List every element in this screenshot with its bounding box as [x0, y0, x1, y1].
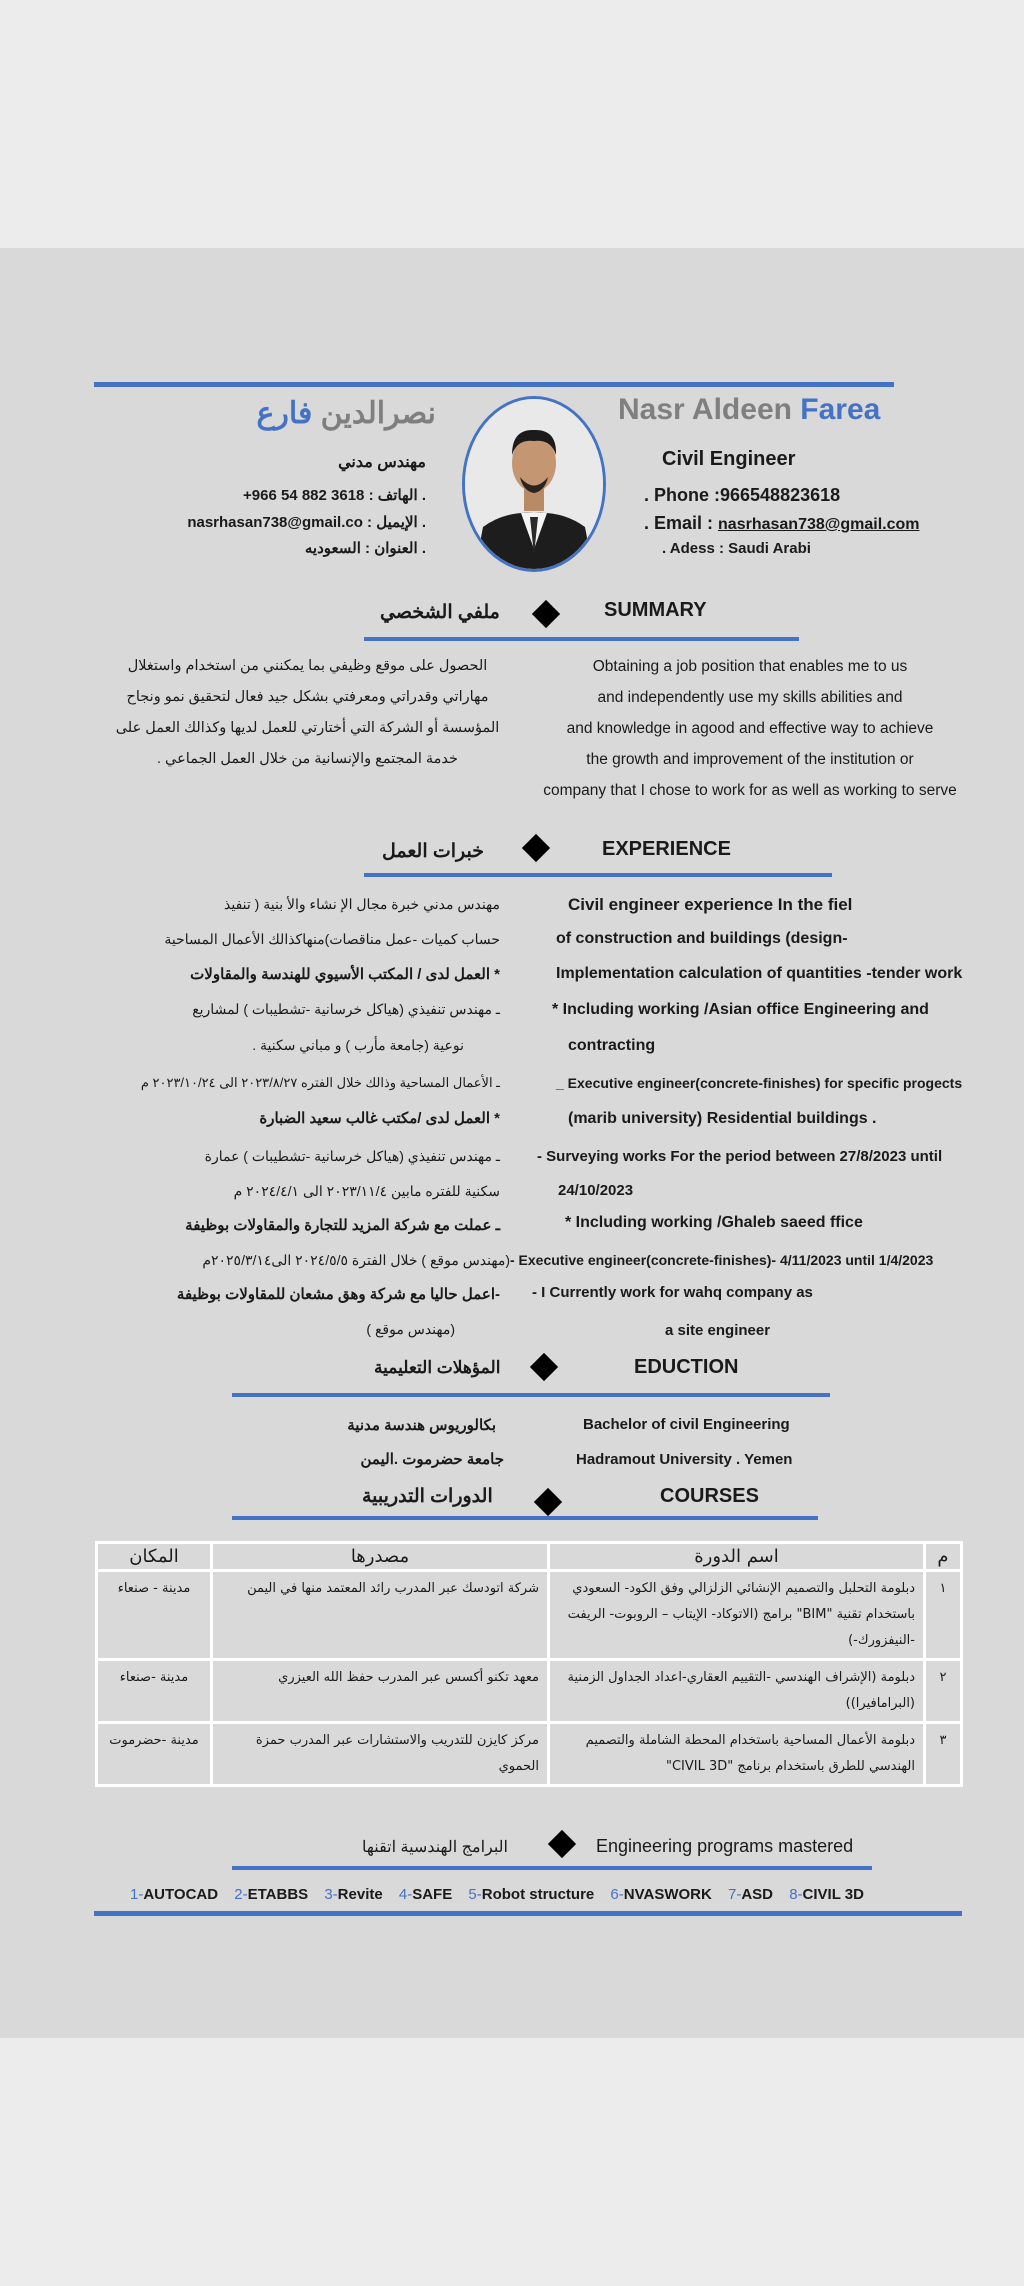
courses-title-ar: الدورات التدريبية — [362, 1486, 493, 1507]
education-title-ar: المؤهلات التعليمية — [374, 1358, 501, 1377]
phone-en: . Phone :966548823618 — [644, 485, 841, 505]
experience-ar-line: ـ الأعمال المساحية وذالك خلال الفتره ٢٠٢٣/٨/٢٧ الى ٢٠٢٣/١٠/٢٤ م — [140, 1075, 500, 1090]
col-header-course: اسم الدورة — [549, 1543, 925, 1571]
degree-ar: بكالوريوس هندسة مدنية — [347, 1417, 496, 1434]
experience-en-line: * Including working /Asian office Engineering and — [552, 1001, 929, 1018]
experience-ar-line: ـ عملت مع شركة المزيد للتجارة والمقاولات بوظيفة — [185, 1217, 500, 1234]
program-item: ETABBS — [247, 1886, 309, 1903]
experience-ar-line: ـ مهندس تنفيذي (هياكل خرسانية -تشطيبات ) عمارة — [204, 1148, 500, 1164]
experience-en-line: - Executive engineer(concrete-finishes)- 4/11/2023 until 1/4/2023 — [510, 1252, 934, 1268]
course-place: مدينة -حضرموت — [97, 1723, 212, 1786]
experience-title-ar: خبرات العمل — [382, 841, 485, 862]
experience-ar-line-wrap — [60, 1037, 500, 1054]
programs-underline — [232, 1866, 872, 1870]
programs-title-ar: البرامج الهندسية اتقنها — [361, 1839, 508, 1856]
course-source: شركة اتودسك عبر المدرب رائد المعتمد منها في اليمن — [212, 1571, 549, 1660]
experience-en-line: * Including working /Ghaleb saeed ffice — [565, 1214, 863, 1231]
experience-ar-line: -اعمل حاليا مع شركة وهق مشعان للمقاولات بوظيفة — [176, 1286, 500, 1303]
experience-ar-line: * العمل لدى / المكتب الأسيوي للهندسة والمقاولات — [190, 966, 500, 983]
experience-en-line: _ Executive engineer(concrete-finishes) for specific progects — [556, 1075, 963, 1091]
job-title-ar: مهندس مدني — [338, 454, 426, 471]
program-number: 7- — [728, 1886, 742, 1903]
summary-en-line: and independently use my skills abilities and — [597, 689, 903, 706]
table-row — [97, 1571, 962, 1660]
education-underline — [232, 1393, 830, 1397]
education-title-en: EDUCTION — [634, 1356, 739, 1378]
address-en: . Adess : Saudi Arabi — [662, 540, 811, 557]
summary-en-line: and knowledge in agood and effective way to achieve — [566, 720, 934, 737]
email-ar[interactable]: . الإيميل : nasrhasan738@gmail.co — [187, 514, 426, 531]
course-place: مدينة - صنعاء — [97, 1571, 212, 1660]
summary-title-ar: ملفي الشخصي — [380, 602, 500, 623]
experience-ar-line: * العمل لدى /مكتب غالب سعيد الضبارة — [259, 1110, 500, 1127]
email-en-link[interactable]: nasrhasan738@gmail.com — [718, 516, 920, 533]
course-name: دبلومة الأعمال المساحية باستخدام المحطة الشاملة والتصميم الهندسي للطرق باستخدام برنامج "CIVIL 3D" — [549, 1723, 925, 1786]
program-item: ASD — [741, 1886, 774, 1903]
course-name: دبلومة التحلبل والتصميم الإنشائي الزلزالي وفق الكود- السعودي باستخدام تقنية "BIM" برامج (الاتوكاد- الإيتاب – الروبوت- الريفت -النيفزورك-) — [549, 1571, 925, 1660]
email-en-row — [644, 513, 920, 534]
name-ar — [200, 396, 436, 431]
program-number: 1- — [130, 1886, 144, 1903]
summary-en-line: company that I chose to work for as well as working to serve — [543, 782, 957, 799]
program-item: Robot structure — [481, 1886, 595, 1903]
summary-en-line: the growth and improvement of the institution or — [586, 751, 914, 768]
email-en-label: . Email : — [644, 513, 719, 533]
footer-bar — [94, 1911, 962, 1916]
course-source: معهد تكنو أكسس عبر المدرب حفظ الله العيزري — [212, 1660, 549, 1723]
experience-underline — [364, 873, 832, 877]
experience-ar-line: حساب كميات -عمل مناقصات)منهاكذالك الأعمال المساحية — [164, 931, 500, 947]
program-item: SAFE — [412, 1886, 453, 1903]
summary-ar-line: خدمة المجتمع والإنسانية من خلال العمل الجماعي . — [157, 751, 458, 767]
program-number: 3- — [324, 1886, 338, 1903]
courses-header-row — [97, 1543, 962, 1571]
experience-ar-line: نوعية (جامعة مأرب ) و مباني سكنية . — [252, 1037, 464, 1053]
profile-photo — [462, 396, 606, 572]
experience-en-line: Civil engineer experience In the fiel — [568, 895, 853, 914]
experience-ar-line: مهندس مدني خبرة مجال الإ نشاء والأ بنية ( تنفيذ — [224, 896, 500, 912]
phone-ar: . الهاتف : 3618 882 54 966+ — [243, 487, 426, 504]
experience-en-line: - I Currently work for wahq company as — [532, 1284, 813, 1301]
header-top-bar — [94, 382, 894, 387]
program-number: 6- — [610, 1886, 624, 1903]
summary-ar-line: المؤسسة أو الشركة التي أختارتي للعمل لديها وكذالك العمل على — [115, 720, 500, 736]
program-number: 8- — [789, 1886, 803, 1903]
experience-en-line: (marib university) Residential buildings . — [568, 1110, 877, 1127]
summary-ar-line: مهاراتي وقدراتي ومعرفتي بشكل جيد فعال لتحقيق نمو ونجاح — [126, 689, 489, 705]
courses-table — [95, 1541, 963, 1787]
course-number: ٣ — [925, 1723, 962, 1786]
course-source: مركز كايزن للتدريب والاستشارات عبر المدرب حمزة الحموي — [212, 1723, 549, 1786]
col-header-number: م — [925, 1543, 962, 1571]
experience-en-line: Implementation calculation of quantities -tender work — [556, 965, 963, 982]
address-ar: . العنوان : السعوديه — [304, 540, 426, 557]
program-item: NVASWORK — [623, 1886, 712, 1903]
person-avatar-icon — [465, 399, 603, 569]
summary-title-en: SUMMARY — [604, 599, 707, 621]
course-name: دبلومة (الإشراف الهندسي -التقييم العقاري-اعداد الجداول الزمنية (البرامافيرا)) — [549, 1660, 925, 1723]
program-number: 5- — [468, 1886, 482, 1903]
summary-ar-text — [100, 651, 515, 775]
programs-list — [130, 1886, 864, 1903]
summary-underline — [364, 637, 799, 641]
university-en: Hadramout University . Yemen — [576, 1451, 793, 1468]
programs-title-en: Engineering programs mastered — [596, 1836, 854, 1856]
name-en — [618, 393, 880, 427]
program-number: 4- — [398, 1886, 413, 1903]
experience-en-line: - Surveying works For the period between 27/8/2023 until — [537, 1148, 943, 1165]
experience-ar-line: ـ مهندس تنفيذي (هياكل خرسانية -تشطيبات ) لمشاريع — [192, 1001, 500, 1017]
name-en-last: Farea — [800, 393, 881, 426]
name-ar-last: فارع — [256, 397, 313, 430]
degree-en: Bachelor of civil Engineering — [583, 1416, 790, 1433]
course-number: ٢ — [925, 1660, 962, 1723]
experience-ar-line: (مهندس موقع ) خلال الفترة ٢٠٢٤/٥/٥ الى٢٠٢٥/٣/١٤م — [202, 1252, 510, 1268]
courses-underline — [232, 1516, 818, 1520]
university-ar: جامعة حضرموت .اليمن — [360, 1451, 504, 1468]
table-row — [97, 1723, 962, 1786]
col-header-place: المكان — [97, 1543, 212, 1571]
job-title-en: Civil Engineer — [662, 448, 796, 470]
experience-ar-line: (مهندس موقع ) — [366, 1321, 455, 1337]
experience-en-line: a site engineer — [665, 1322, 771, 1339]
program-item: CIVIL 3D — [802, 1886, 864, 1903]
program-number: 2- — [234, 1886, 248, 1903]
experience-en-line: 24/10/2023 — [558, 1182, 634, 1199]
program-item: AUTOCAD — [143, 1886, 219, 1903]
name-ar-first: نصرالدين — [320, 397, 436, 430]
experience-ar-line: سكنية للفتره مابين ٢٠٢٣/١١/٤ الى ٢٠٢٤/٤/١ م — [233, 1183, 500, 1199]
table-row — [97, 1660, 962, 1723]
summary-en-text — [520, 651, 980, 806]
experience-en-line: of construction and buildings (design- — [556, 930, 848, 947]
course-number: ١ — [925, 1571, 962, 1660]
courses-title-en: COURSES — [660, 1485, 759, 1507]
col-header-source: مصدرها — [212, 1543, 549, 1571]
summary-en-line: Obtaining a job position that enables me to us — [592, 658, 908, 675]
summary-ar-line: الحصول على موقع وظيفي بما يمكنني من استخدام واستغلال — [127, 658, 488, 674]
name-en-first: Nasr Aldeen — [618, 393, 792, 426]
experience-en-line: contracting — [568, 1037, 656, 1054]
program-item: Revite — [337, 1886, 383, 1903]
experience-title-en: EXPERIENCE — [602, 838, 731, 860]
course-place: مدينة -صنعاء — [97, 1660, 212, 1723]
